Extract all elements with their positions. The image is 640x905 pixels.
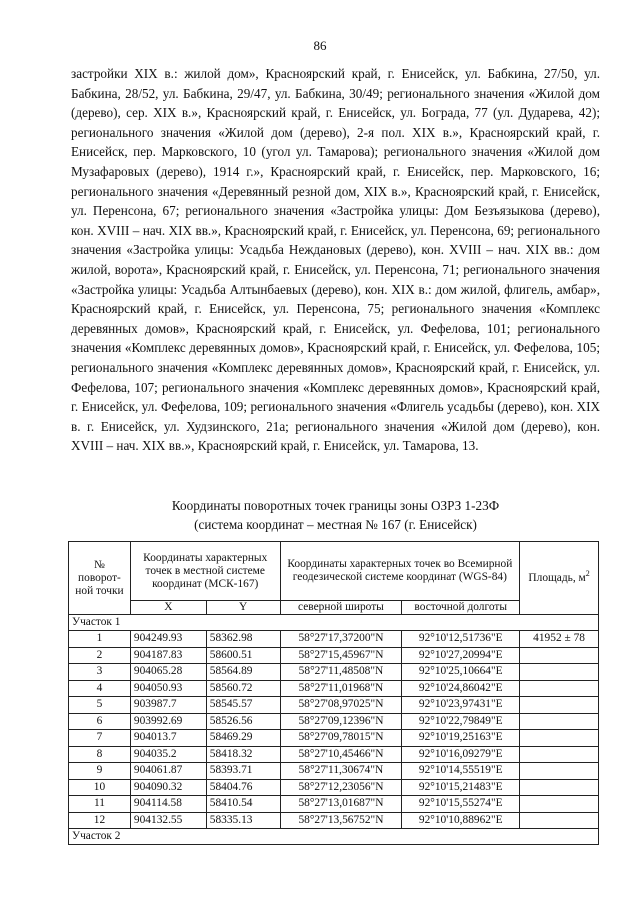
cell-area [520, 812, 599, 829]
table-row [69, 680, 599, 697]
cell-area [520, 763, 599, 780]
cell-y: 58410.54 [206, 796, 280, 813]
cell-longitude: 92°10'14,55519"E [402, 763, 520, 780]
header-area-label: Площадь, м [528, 571, 586, 584]
cell-point-number: 11 [69, 796, 131, 813]
cell-y: 58404.76 [206, 779, 280, 796]
cell-x: 904013.7 [130, 730, 206, 747]
cell-latitude: 58°27'11,01968"N [280, 680, 402, 697]
header-x: X [130, 601, 206, 615]
cell-area [520, 697, 599, 714]
cell-longitude: 92°10'19,25163"E [402, 730, 520, 747]
cell-x: 904249.93 [130, 631, 206, 648]
section-label-1: Участок 1 [69, 615, 599, 631]
cell-y: 58545.57 [206, 697, 280, 714]
cell-area [520, 713, 599, 730]
table-row [69, 730, 599, 747]
cell-longitude: 92°10'27,20994"E [402, 647, 520, 664]
header-y: Y [206, 601, 280, 615]
cell-longitude: 92°10'24,86042"E [402, 680, 520, 697]
table-title-line-1: Координаты поворотных точек границы зоны ОЗРЗ 1-23Ф [171, 498, 500, 513]
cell-longitude: 92°10'10,88962"E [402, 812, 520, 829]
cell-area: 41952 ± 78 [520, 631, 599, 648]
table-row [69, 697, 599, 714]
cell-latitude: 58°27'09,78015"N [280, 730, 402, 747]
cell-x: 904050.93 [130, 680, 206, 697]
cell-latitude: 58°27'10,45466"N [280, 746, 402, 763]
cell-longitude: 92°10'23,97431"E [402, 697, 520, 714]
cell-longitude: 92°10'22,79849"E [402, 713, 520, 730]
cell-y: 58335.13 [206, 812, 280, 829]
table-row [69, 779, 599, 796]
cell-latitude: 58°27'13,01687"N [280, 796, 402, 813]
cell-x: 904132.55 [130, 812, 206, 829]
cell-latitude: 58°27'09,12396"N [280, 713, 402, 730]
cell-point-number: 1 [69, 631, 131, 648]
cell-x: 904187.83 [130, 647, 206, 664]
table-row [69, 647, 599, 664]
header-point-number: № поворот-ной точки [69, 542, 131, 615]
cell-y: 58560.72 [206, 680, 280, 697]
cell-point-number: 12 [69, 812, 131, 829]
cell-x: 904114.58 [130, 796, 206, 813]
cell-area [520, 730, 599, 747]
cell-longitude: 92°10'15,55274"E [402, 796, 520, 813]
cell-x: 903992.69 [130, 713, 206, 730]
cell-latitude: 58°27'12,23056"N [280, 779, 402, 796]
cell-x: 904090.32 [130, 779, 206, 796]
table-row [69, 796, 599, 813]
cell-y: 58469.29 [206, 730, 280, 747]
cell-y: 58418.32 [206, 746, 280, 763]
body-paragraph: застройки XIX в.: жилой дом», Красноярский край, г. Енисейск, ул. Бабкина, 27/50, ул. Бабкина, 28/52, ул. Бабкина, 29/47, ул. Бабкина, 30/49; регионального значения «Жилой дом (дерево), сер. XIX в.», Красноярский край, г. Енисейск, ул. Бограда, 77 (ул. Дударева, 42); регионального значения «Жилой дом (дерево), 2-я пол. XIX в.», Красноярский край, г. Енисейск, пер. Марковского, 10 (угол ул. Тамарова); регионального значения «Жилой дом Музафаровых (дерево), 1914 г.», Красноярский край, г. Енисейск, пер. Марковского, 16; регионального значения «Деревянный резной дом, XIX в.», Красноярский край, г. Енисейск, ул. Перенсона, 67; регионального значения «Застройка улицы: Дом Безъязыкова (дерево), кон. XVIII – нач. XIX вв.», Красноярский край, г. Енисейск, ул. Перенсона, 69; регионального значения «Застройка улицы: Усадьба Неждановых (дерево), кон. XVIII – нач. XIX вв.: дом жилой, ворота», Красноярский край, г. Енисейск, ул. Перенсона, 71; регионального значения «Застройка улицы: Усадьба Алтынбаевых (дерево), кон. XIX в.: дом жилой, флигель, амбар», Красноярский край, г. Енисейск, ул. Перенсона, 75; регионального значения «Комплекс деревянных домов», Красноярский край, г. Енисейск, ул. Фефелова, 101; регионального значения «Комплекс деревянных домов», Красноярский край, г. Енисейск, ул. Фефелова, 105; регионального значения «Комплекс деревянных домов», Красноярский край, г. Енисейск, ул. Фефелова, 107; регионального значения «Комплекс деревянных домов», Красноярский край, г. Енисейск, ул. Фефелова, 109; регионального значения «Флигель усадьбы (дерево), кон. XIX в. г. Енисейск, ул. Худзинского, 21а; регионального значения «Жилой дом (дерево), кон. XVIII – нач. XIX вв.», Красноярский край, г. Енисейск, ул. Тамарова, 13. [71, 66, 600, 454]
table-row [69, 812, 599, 829]
cell-area [520, 796, 599, 813]
coordinates-table [68, 541, 599, 845]
cell-x: 904035.2 [130, 746, 206, 763]
cell-area [520, 746, 599, 763]
cell-point-number: 8 [69, 746, 131, 763]
header-latitude: северной широты [280, 601, 402, 615]
table-row [69, 664, 599, 681]
table-title-line-2: (система координат – местная № 167 (г. Енисейск) [194, 517, 477, 532]
cell-point-number: 5 [69, 697, 131, 714]
cell-point-number: 2 [69, 647, 131, 664]
section-label-2: Участок 2 [69, 829, 599, 845]
cell-y: 58393.71 [206, 763, 280, 780]
cell-y: 58526.56 [206, 713, 280, 730]
cell-latitude: 58°27'15,45967"N [280, 647, 402, 664]
cell-point-number: 10 [69, 779, 131, 796]
page-number: 86 [313, 38, 327, 53]
header-area-superscript: 2 [585, 568, 590, 578]
table-row [69, 631, 599, 648]
cell-y: 58600.51 [206, 647, 280, 664]
cell-point-number: 9 [69, 763, 131, 780]
cell-latitude: 58°27'17,37200"N [280, 631, 402, 648]
cell-longitude: 92°10'25,10664"E [402, 664, 520, 681]
cell-y: 58564.89 [206, 664, 280, 681]
header-wgs-coords: Координаты характерных точек во Всемирной геодезической системе координат (WGS-84) [280, 542, 520, 601]
header-local-coords: Координаты характерных точек в местной системе координат (МСК-167) [130, 542, 280, 601]
cell-area [520, 680, 599, 697]
cell-longitude: 92°10'16,09279"E [402, 746, 520, 763]
cell-area [520, 647, 599, 664]
header-longitude: восточной долготы [402, 601, 520, 615]
cell-longitude: 92°10'12,51736"E [402, 631, 520, 648]
table-row [69, 746, 599, 763]
cell-point-number: 4 [69, 680, 131, 697]
cell-point-number: 7 [69, 730, 131, 747]
cell-area [520, 664, 599, 681]
table-title [71, 496, 600, 534]
table-row [69, 763, 599, 780]
table-body [69, 615, 599, 845]
cell-area [520, 779, 599, 796]
cell-latitude: 58°27'11,30674"N [280, 763, 402, 780]
cell-y: 58362.98 [206, 631, 280, 648]
header-area [520, 542, 599, 615]
cell-latitude: 58°27'08,97025"N [280, 697, 402, 714]
cell-x: 904061.87 [130, 763, 206, 780]
cell-point-number: 3 [69, 664, 131, 681]
table-row [69, 713, 599, 730]
cell-latitude: 58°27'13,56752"N [280, 812, 402, 829]
cell-latitude: 58°27'11,48508"N [280, 664, 402, 681]
cell-x: 903987.7 [130, 697, 206, 714]
cell-x: 904065.28 [130, 664, 206, 681]
cell-longitude: 92°10'15,21483"E [402, 779, 520, 796]
cell-point-number: 6 [69, 713, 131, 730]
